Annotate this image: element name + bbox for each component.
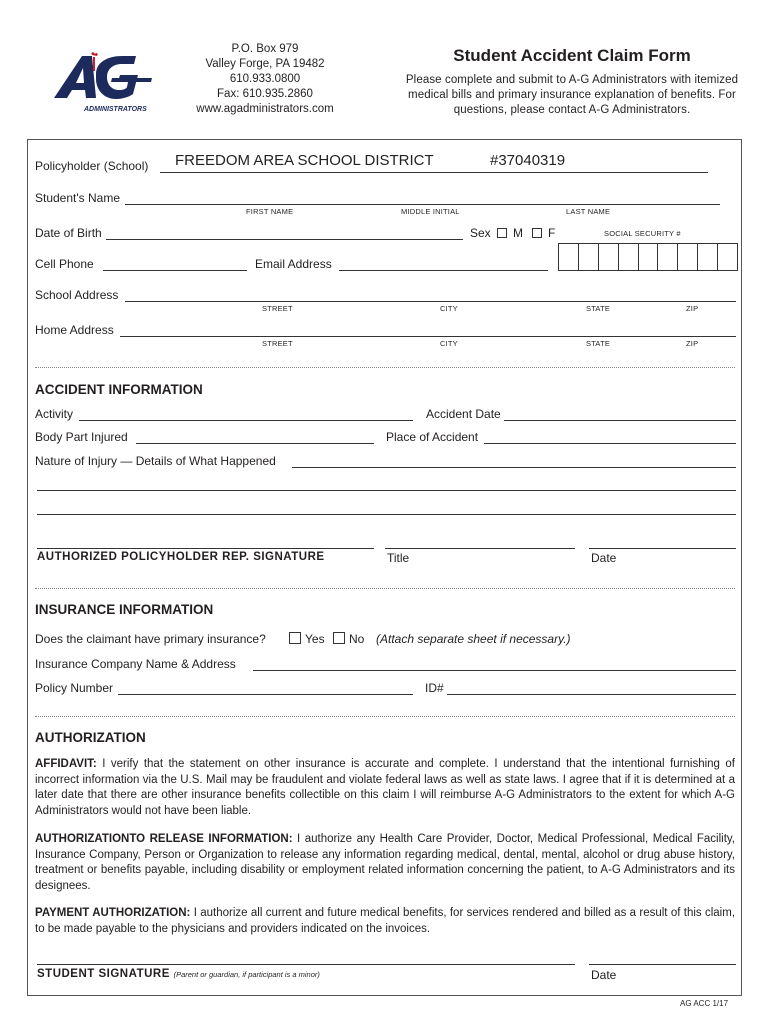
affidavit-paragraph <box>35 757 735 819</box>
sex-female-checkbox[interactable] <box>532 228 542 238</box>
id-label: ID# <box>425 681 444 695</box>
nature-field[interactable] <box>292 467 736 468</box>
payment-title: PAYMENT AUTHORIZATION: <box>35 907 191 919</box>
form-code: AG ACC 1/17 <box>680 999 729 1008</box>
body-part-label: Body Part Injured <box>35 430 128 444</box>
accident-heading: ACCIDENT INFORMATION <box>35 382 203 397</box>
policy-number-label: Policy Number <box>35 681 114 695</box>
sex-male-label: M <box>513 226 523 240</box>
section-divider <box>35 367 735 368</box>
ag-logo <box>52 52 164 114</box>
rep-signature-line[interactable] <box>37 548 374 549</box>
activity-label: Activity <box>35 407 74 421</box>
insurance-company-field[interactable] <box>253 670 736 671</box>
student-date-line[interactable] <box>589 964 736 965</box>
rep-date-line[interactable] <box>589 548 736 549</box>
release-text: I authorize any Health Care Provider, Doctor, Medical Professional, Medical Facility, Insurance Company, Person or Organization to release any information regarding medical, dental, mental, alcohol or drug abuse history, treatment or benefits payable, including disability or employment related information concerning the patient, to A-G Administrators and its designees. <box>35 833 735 892</box>
release-paragraph <box>35 832 735 894</box>
insurance-no-checkbox[interactable] <box>333 632 345 644</box>
accident-date-field[interactable] <box>504 420 736 421</box>
payment-paragraph <box>35 906 735 937</box>
ssn-digit-box[interactable] <box>698 244 718 270</box>
id-field[interactable] <box>447 694 736 695</box>
guardian-note: (Parent or guardian, if participant is a minor) <box>173 970 320 979</box>
first-name-caption: FIRST NAME <box>246 207 294 216</box>
place-field[interactable] <box>484 443 736 444</box>
policy-number-field[interactable] <box>118 694 413 695</box>
nature-line-3[interactable] <box>37 514 736 515</box>
ssn-digit-box[interactable] <box>619 244 639 270</box>
policyholder-number: #37040319 <box>490 152 566 169</box>
policyholder-value: FREEDOM AREA SCHOOL DISTRICT <box>175 152 434 169</box>
fax: Fax: 610.935.2860 <box>217 88 313 100</box>
ssn-digit-box[interactable] <box>559 244 579 270</box>
authorization-heading: AUTHORIZATION <box>35 730 146 745</box>
rep-signature-label: AUTHORIZED POLICYHOLDER REP. SIGNATURE <box>37 551 325 563</box>
release-title: AUTHORIZATIONTO RELEASE INFORMATION: <box>35 833 293 845</box>
student-name-label: Student's Name <box>35 191 121 205</box>
form-intro: Please complete and submit to A-G Administrators with itemized medical bills and primary insurance explanation of benefits. For questions, please contact A-G Administrators. <box>405 74 739 116</box>
nature-line-2[interactable] <box>37 490 736 491</box>
home-state-caption: STATE <box>586 339 611 348</box>
ssn-caption: SOCIAL SECURITY # <box>604 229 681 238</box>
form-title: Student Accident Claim Form <box>453 46 691 65</box>
insurance-company-label: Insurance Company Name & Address <box>35 657 236 671</box>
ssn-digit-box[interactable] <box>718 244 737 270</box>
rep-title-label: Title <box>387 551 410 565</box>
dob-field[interactable] <box>106 239 463 240</box>
body-part-field[interactable] <box>136 443 374 444</box>
ssn-digit-box[interactable] <box>579 244 599 270</box>
rep-date-label: Date <box>591 551 617 565</box>
section-divider <box>35 716 735 717</box>
cell-phone-field[interactable] <box>103 270 247 271</box>
contact-block <box>180 42 350 117</box>
student-name-field[interactable] <box>125 204 720 205</box>
sex-female-label: F <box>548 226 556 240</box>
ssn-digit-box[interactable] <box>658 244 678 270</box>
logo-subtext: ADMINISTRATORS <box>84 106 147 113</box>
student-signature-text: STUDENT SIGNATURE <box>37 968 170 980</box>
rep-title-line[interactable] <box>385 548 575 549</box>
place-label: Place of Accident <box>386 430 479 444</box>
insurance-heading: INSURANCE INFORMATION <box>35 602 214 617</box>
email-label: Email Address <box>255 257 332 271</box>
insurance-yes-checkbox[interactable] <box>289 632 301 644</box>
ssn-digit-box[interactable] <box>639 244 659 270</box>
insurance-no-label: No <box>349 632 365 646</box>
city-state: Valley Forge, PA 19482 <box>205 58 325 70</box>
section-divider <box>35 588 735 589</box>
sex-male-checkbox[interactable] <box>497 228 507 238</box>
home-street-caption: STREET <box>262 339 293 348</box>
home-zip-caption: ZIP <box>686 339 699 348</box>
school-street-caption: STREET <box>262 304 293 313</box>
student-signature-line[interactable] <box>37 964 575 965</box>
affidavit-title: AFFIDAVIT: <box>35 758 97 770</box>
phone: 610.933.0800 <box>229 73 301 85</box>
school-city-caption: CITY <box>440 304 458 313</box>
accident-date-label: Accident Date <box>426 407 501 421</box>
activity-field[interactable] <box>79 420 413 421</box>
student-signature-label <box>37 968 320 980</box>
school-address-label: School Address <box>35 288 119 302</box>
po-box: P.O. Box 979 <box>231 43 299 55</box>
cell-phone-label: Cell Phone <box>35 257 94 271</box>
ssn-digit-box[interactable] <box>678 244 698 270</box>
policyholder-field[interactable] <box>160 172 708 173</box>
middle-initial-caption: MIDDLE INITIAL <box>401 207 460 216</box>
policyholder-label: Policyholder (School) <box>35 159 149 173</box>
home-address-label: Home Address <box>35 323 114 337</box>
email-field[interactable] <box>339 270 548 271</box>
home-address-field[interactable] <box>120 336 736 337</box>
ag-logo-mark <box>52 52 164 114</box>
primary-insurance-question: Does the claimant have primary insurance? <box>35 632 266 646</box>
school-address-field[interactable] <box>125 301 736 302</box>
ssn-boxes[interactable] <box>558 243 738 271</box>
ssn-digit-box[interactable] <box>599 244 619 270</box>
home-city-caption: CITY <box>440 339 458 348</box>
affidavit-text: I verify that the statement on other insurance is accurate and complete. I understand that the intentional furnishing of incorrect information via the U.S. Mail may be fraudulent and violate federal laws as well as state laws. I agree that if it is determined at a later date that there are other insurance benefits collectible on this claim I will reimburse A-G Administrators to the extent for which A-G Administrators would not have been liable. <box>35 758 735 817</box>
website: www.agadministrators.com <box>196 103 334 115</box>
nature-label: Nature of Injury — Details of What Happened <box>35 454 276 468</box>
sex-label: Sex <box>470 226 491 240</box>
last-name-caption: LAST NAME <box>566 207 611 216</box>
school-zip-caption: ZIP <box>686 304 699 313</box>
attach-sheet-note: (Attach separate sheet if necessary.) <box>376 632 571 646</box>
dob-label: Date of Birth <box>35 226 102 240</box>
school-state-caption: STATE <box>586 304 611 313</box>
insurance-yes-label: Yes <box>305 632 325 646</box>
student-date-label: Date <box>591 968 617 982</box>
payment-text: I authorize all current and future medical benefits, for services rendered and billed as a result of this claim, to be made payable to the physicians and providers indicated on the invoices. <box>35 907 736 935</box>
